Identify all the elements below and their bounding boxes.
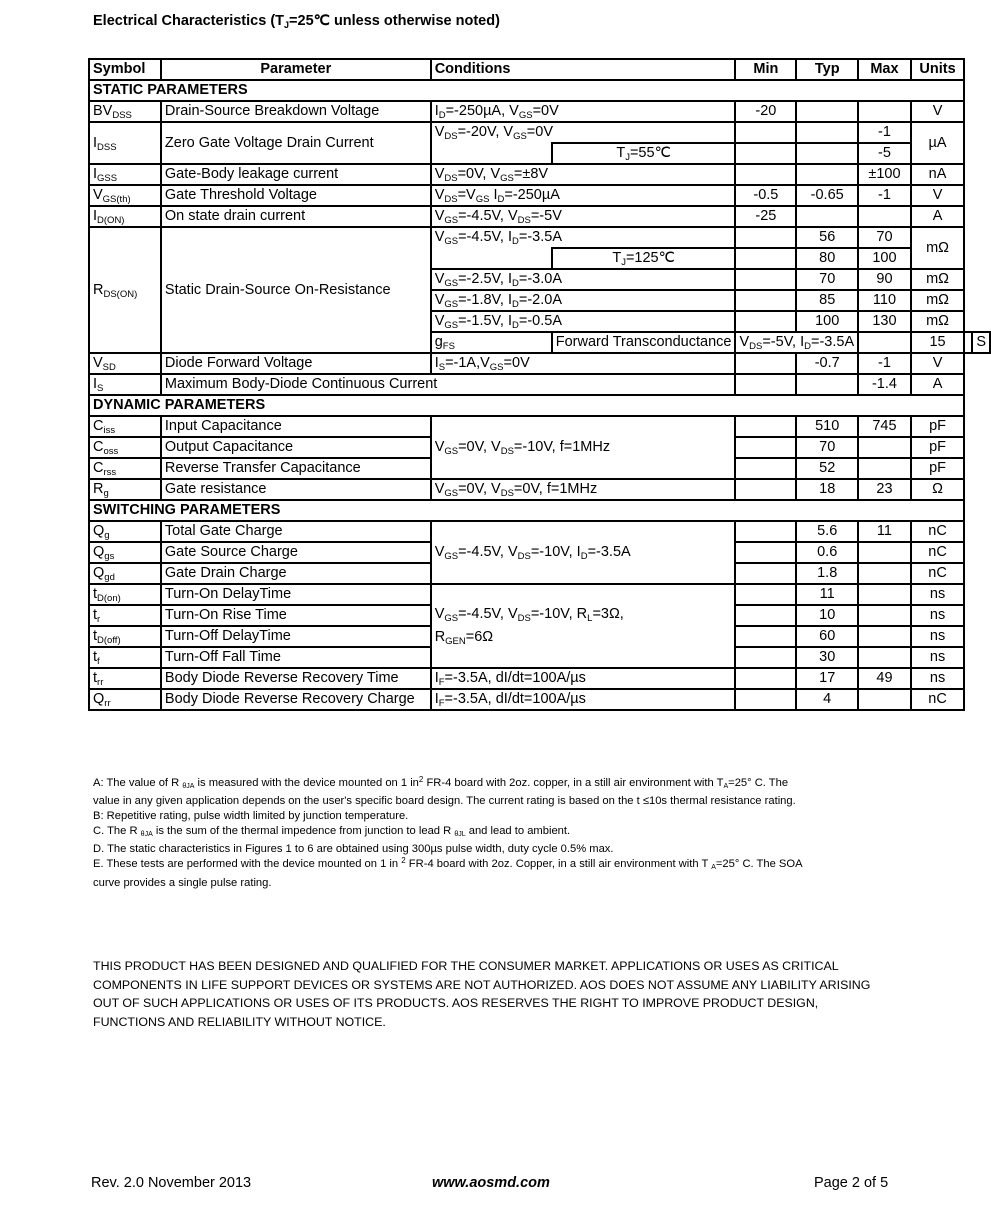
symbol-cell: $Q_{gd}$ (89, 563, 161, 584)
disclaimer (93, 957, 893, 1032)
parameter-cell: Static Drain-Source On-Resistance (161, 227, 431, 353)
typ-cell (796, 374, 858, 395)
units-cell: nC (911, 689, 965, 710)
units-cell: V (911, 185, 965, 206)
min-cell (735, 353, 796, 374)
typ-cell: 1.8 (796, 563, 858, 584)
min-cell (735, 122, 796, 143)
parameter-cell: Maximum Body-Diode Continuous Current (161, 374, 736, 395)
max-cell: 11 (858, 521, 911, 542)
units-cell: ns (911, 647, 965, 668)
table-row (89, 185, 990, 206)
disclaimer-line: FUNCTIONS AND RELIABILITY WITHOUT NOTICE. (93, 1015, 386, 1030)
table-header-row (89, 59, 990, 80)
typ-cell (796, 206, 858, 227)
parameter-cell: On state drain current (161, 206, 431, 227)
max-cell: 745 (858, 416, 911, 437)
parameter-cell: Gate Source Charge (161, 542, 431, 563)
max-cell: 110 (858, 290, 911, 311)
conditions-cell-blank (431, 248, 552, 269)
parameter-cell: Total Gate Charge (161, 521, 431, 542)
max-cell (858, 542, 911, 563)
parameter-cell: Turn-Off DelayTime (161, 626, 431, 647)
units-cell: µA (911, 122, 965, 164)
units-cell: mΩ (911, 311, 965, 332)
units-cell: ns (911, 584, 965, 605)
units-cell: nC (911, 521, 965, 542)
parameter-cell: Zero Gate Voltage Drain Current (161, 122, 431, 164)
typ-cell: 70 (796, 437, 858, 458)
units-cell: pF (911, 437, 965, 458)
footer-website-link[interactable]: www.aosmd.com (432, 1175, 550, 1191)
max-cell: 90 (858, 269, 911, 290)
conditions-cell: $V_{GS}=-4.5V$, $V_{DS}=-5V$ (431, 206, 736, 227)
typ-cell: 10 (796, 605, 858, 626)
typ-cell: 4 (796, 689, 858, 710)
units-cell: ns (911, 626, 965, 647)
conditions-cell: $V_{DS}=-20V$, $V_{GS}=0V$ (431, 122, 736, 143)
min-cell (735, 563, 796, 584)
header-parameter: Parameter (161, 59, 431, 80)
typ-cell: 100 (796, 311, 858, 332)
typ-cell: 510 (796, 416, 858, 437)
electrical-characteristics-table (88, 58, 991, 711)
min-cell (735, 668, 796, 689)
disclaimer-line: THIS PRODUCT HAS BEEN DESIGNED AND QUALIFIED FOR THE CONSUMER MARKET. APPLICATIONS OR USES AS CRITICAL (93, 959, 839, 973)
symbol-cell: $t_{D(on)}$ (89, 584, 161, 605)
min-cell (735, 647, 796, 668)
symbol-cell: $Q_{rr}$ (89, 689, 161, 710)
table-row (89, 122, 990, 143)
units-cell: pF (911, 458, 965, 479)
min-cell: -20 (735, 101, 796, 122)
min-cell (735, 416, 796, 437)
min-cell (735, 479, 796, 500)
conditions-cell: $V_{GS}=-2.5V$, $I_D=-3.0A$ (431, 269, 736, 290)
disclaimer-line: OUT OF SUCH APPLICATIONS OR USES OF ITS PRODUCTS. AOS RESERVES THE RIGHT TO IMPROVE PRODUCT DESIGN, (93, 996, 819, 1011)
section-switching: SWITCHING PARAMETERS (89, 500, 964, 521)
header-min: Min (735, 59, 796, 80)
symbol-cell: $t_r$ (89, 605, 161, 626)
parameter-cell: Gate Drain Charge (161, 563, 431, 584)
parameter-cell: Diode Forward Voltage (161, 353, 431, 374)
header-symbol: Symbol (89, 59, 161, 80)
max-cell: ±100 (858, 164, 911, 185)
min-cell (858, 332, 911, 353)
min-cell (735, 164, 796, 185)
min-cell (735, 227, 796, 248)
table-row (89, 416, 990, 437)
table-row (89, 668, 990, 689)
units-cell: Ω (911, 479, 965, 500)
max-cell: -5 (858, 143, 911, 164)
section-row (89, 395, 990, 416)
max-cell (858, 563, 911, 584)
header-typ: Typ (796, 59, 858, 80)
parameter-cell: Reverse Transfer Capacitance (161, 458, 431, 479)
page-title: Electrical Characteristics ($T_J=25℃$ unless otherwise noted) (93, 13, 500, 30)
typ-cell: 5.6 (796, 521, 858, 542)
note-b: B: Repetitive rating, pulse width limited by junction temperature. (93, 810, 409, 823)
symbol-cell: $V_{GS(th)}$ (89, 185, 161, 206)
symbol-cell: $V_{SD}$ (89, 353, 161, 374)
conditions-cell: $I_S=-1A,V_{GS}=0V$ (431, 353, 736, 374)
conditions-cell: $V_{GS}=0V$, $V_{DS}=-10V$, f=1MHz (431, 416, 736, 479)
disclaimer-line: COMPONENTS IN LIFE SUPPORT DEVICES OR SYSTEMS ARE NOT AUTHORIZED. AOS DOES NOT ASSUME ANY LIABILITY ARISING (93, 977, 871, 992)
units-cell: nA (911, 164, 965, 185)
max-cell: -1 (858, 185, 911, 206)
symbol-cell: $Q_{gs}$ (89, 542, 161, 563)
units-cell: ns (911, 605, 965, 626)
typ-cell (796, 101, 858, 122)
note-d: D. The static characteristics in Figures 1 to 6 are obtained using 300µs pulse width, duty cycle 0.5% max. (93, 843, 614, 856)
typ-cell: 56 (796, 227, 858, 248)
units-cell: A (911, 206, 965, 227)
max-cell (858, 584, 911, 605)
parameter-cell: Output Capacitance (161, 437, 431, 458)
min-cell (735, 542, 796, 563)
min-cell (735, 626, 796, 647)
symbol-cell: $R_g$ (89, 479, 161, 500)
symbol-cell: $BV_{DSS}$ (89, 101, 161, 122)
typ-cell: 18 (796, 479, 858, 500)
conditions-cell: $V_{DS}=0V$, $V_{GS}=\pm 8V$ (431, 164, 736, 185)
footer-revision: Rev. 2.0 November 2013 (91, 1175, 252, 1191)
parameter-cell: Input Capacitance (161, 416, 431, 437)
parameter-cell: Gate-Body leakage current (161, 164, 431, 185)
conditions-cell: $V_{GS}=-1.8V$, $I_D=-2.0A$ (431, 290, 736, 311)
parameter-cell: Body Diode Reverse Recovery Charge (161, 689, 431, 710)
note-e-line2: curve provides a single pulse rating. (93, 876, 272, 889)
max-cell: -1.4 (858, 374, 911, 395)
section-dynamic: DYNAMIC PARAMETERS (89, 395, 964, 416)
typ-cell: 70 (796, 269, 858, 290)
header-units: Units (911, 59, 965, 80)
note-a-line2: value in any given application depends on the user's specific board design. The current rating is based on the t ≤10s thermal resistance rating. (93, 795, 796, 808)
typ-cell (796, 143, 858, 164)
parameter-cell: Gate resistance (161, 479, 431, 500)
conditions-cell: $V_{GS}=-4.5V$, $V_{DS}=-10V$, $R_L=3\Omega$, $R_{GEN}=6\Omega$ (431, 584, 736, 668)
section-static: STATIC PARAMETERS (89, 80, 964, 101)
conditions-cell: $I_F=-3.5A$, dI/dt=100A/µs (431, 668, 736, 689)
conditions-tj-cell: $T_J=125℃$ (552, 248, 736, 269)
max-cell (858, 605, 911, 626)
table-row (89, 101, 990, 122)
units-cell: V (911, 101, 965, 122)
symbol-cell: $I_{GSS}$ (89, 164, 161, 185)
conditions-cell: $V_{DS}=-5V$, $I_D=-3.5A$ (735, 332, 858, 353)
max-cell (858, 206, 911, 227)
symbol-cell: $I_S$ (89, 374, 161, 395)
units-cell: A (911, 374, 965, 395)
max-cell: 100 (858, 248, 911, 269)
parameter-cell: Turn-On DelayTime (161, 584, 431, 605)
max-cell (858, 458, 911, 479)
max-cell: 70 (858, 227, 911, 248)
section-row (89, 500, 990, 521)
units-cell: V (911, 353, 965, 374)
min-cell: -0.5 (735, 185, 796, 206)
table-row (89, 353, 990, 374)
typ-cell: 85 (796, 290, 858, 311)
symbol-cell: $t_{rr}$ (89, 668, 161, 689)
max-cell (858, 101, 911, 122)
conditions-tj-cell: $T_J=55℃$ (552, 143, 736, 164)
symbol-cell: $C_{iss}$ (89, 416, 161, 437)
typ-cell: 60 (796, 626, 858, 647)
max-cell (858, 647, 911, 668)
parameter-cell: Drain-Source Breakdown Voltage (161, 101, 431, 122)
symbol-cell: $I_{D(ON)}$ (89, 206, 161, 227)
symbol-cell: $g_{FS}$ (431, 332, 552, 353)
conditions-cell: $I_F=-3.5A$, dI/dt=100A/µs (431, 689, 736, 710)
min-cell: -25 (735, 206, 796, 227)
table-row (89, 584, 990, 605)
max-cell (858, 689, 911, 710)
max-cell: 130 (858, 311, 911, 332)
min-cell (735, 374, 796, 395)
units-cell: pF (911, 416, 965, 437)
table-row (89, 164, 990, 185)
symbol-cell: $I_{DSS}$ (89, 122, 161, 164)
table-row (89, 479, 990, 500)
typ-cell: 52 (796, 458, 858, 479)
note-c: C. The R $_{\theta JA}$ is the sum of the thermal impedence from junction to lead R $_{\theta JL}$ and lead to ambient. (93, 825, 571, 839)
conditions-cell: $V_{GS}=0V$, $V_{DS}=0V$, f=1MHz (431, 479, 736, 500)
min-cell (735, 311, 796, 332)
max-cell (858, 437, 911, 458)
footnotes (93, 776, 893, 891)
conditions-cell: $V_{GS}=-4.5V$, $V_{DS}=-10V$, $I_D=-3.5A$ (431, 521, 736, 584)
conditions-cell: $V_{GS}=-1.5V$, $I_D=-0.5A$ (431, 311, 736, 332)
typ-cell: 15 (911, 332, 965, 353)
conditions-cell-blank (431, 143, 552, 164)
table-row (89, 374, 990, 395)
typ-cell: -0.7 (796, 353, 858, 374)
symbol-cell: $t_{D(off)}$ (89, 626, 161, 647)
min-cell (735, 248, 796, 269)
parameter-cell: Forward Transconductance (552, 332, 736, 353)
header-conditions: Conditions (431, 59, 736, 80)
min-cell (735, 458, 796, 479)
max-cell: -1 (858, 353, 911, 374)
symbol-cell: $R_{DS(ON)}$ (89, 227, 161, 353)
parameter-cell: Turn-On Rise Time (161, 605, 431, 626)
max-cell (964, 332, 972, 353)
min-cell (735, 269, 796, 290)
min-cell (735, 521, 796, 542)
units-cell: nC (911, 563, 965, 584)
typ-cell: 80 (796, 248, 858, 269)
header-max: Max (858, 59, 911, 80)
table-row (89, 206, 990, 227)
typ-cell: 0.6 (796, 542, 858, 563)
units-cell: mΩ (911, 227, 965, 269)
table-row (89, 227, 990, 248)
typ-cell: 17 (796, 668, 858, 689)
parameter-cell: Gate Threshold Voltage (161, 185, 431, 206)
parameter-cell: Body Diode Reverse Recovery Time (161, 668, 431, 689)
table-row (89, 521, 990, 542)
parameter-cell: Turn-Off Fall Time (161, 647, 431, 668)
table-row (89, 689, 990, 710)
min-cell (735, 605, 796, 626)
note-e-line1: E. These tests are performed with the device mounted on 1 in $^2$ FR-4 board with 2oz. Copper, in a still air environment with T $_A$=25° C. The SOA (93, 856, 803, 872)
symbol-cell: $C_{rss}$ (89, 458, 161, 479)
section-row (89, 80, 990, 101)
min-cell (735, 290, 796, 311)
min-cell (735, 143, 796, 164)
units-cell: nC (911, 542, 965, 563)
max-cell: 23 (858, 479, 911, 500)
typ-cell (796, 164, 858, 185)
units-cell: mΩ (911, 290, 965, 311)
conditions-cell: $V_{GS}=-4.5V$, $I_D=-3.5A$ (431, 227, 736, 248)
max-cell: 49 (858, 668, 911, 689)
units-cell: S (972, 332, 990, 353)
max-cell: -1 (858, 122, 911, 143)
conditions-cell: $V_{DS}=V_{GS}$ $I_D=-250\mu A$ (431, 185, 736, 206)
min-cell (735, 584, 796, 605)
typ-cell: -0.65 (796, 185, 858, 206)
symbol-cell: $t_f$ (89, 647, 161, 668)
min-cell (735, 689, 796, 710)
typ-cell: 11 (796, 584, 858, 605)
units-cell: ns (911, 668, 965, 689)
typ-cell: 30 (796, 647, 858, 668)
footer-page-number: Page 2 of 5 (814, 1175, 889, 1191)
conditions-cell: $I_D=-250\mu A$, $V_{GS}=0V$ (431, 101, 736, 122)
note-a-line1: A: The value of R $_{\theta JA}$ is measured with the device mounted on 1 $in^2$ FR-4 board with 2oz. copper, in a still air environment with $T_A=25^\circ$ C. The (93, 775, 789, 790)
max-cell (858, 626, 911, 647)
units-cell: mΩ (911, 269, 965, 290)
symbol-cell: $Q_g$ (89, 521, 161, 542)
min-cell (735, 437, 796, 458)
symbol-cell: $C_{oss}$ (89, 437, 161, 458)
typ-cell (796, 122, 858, 143)
